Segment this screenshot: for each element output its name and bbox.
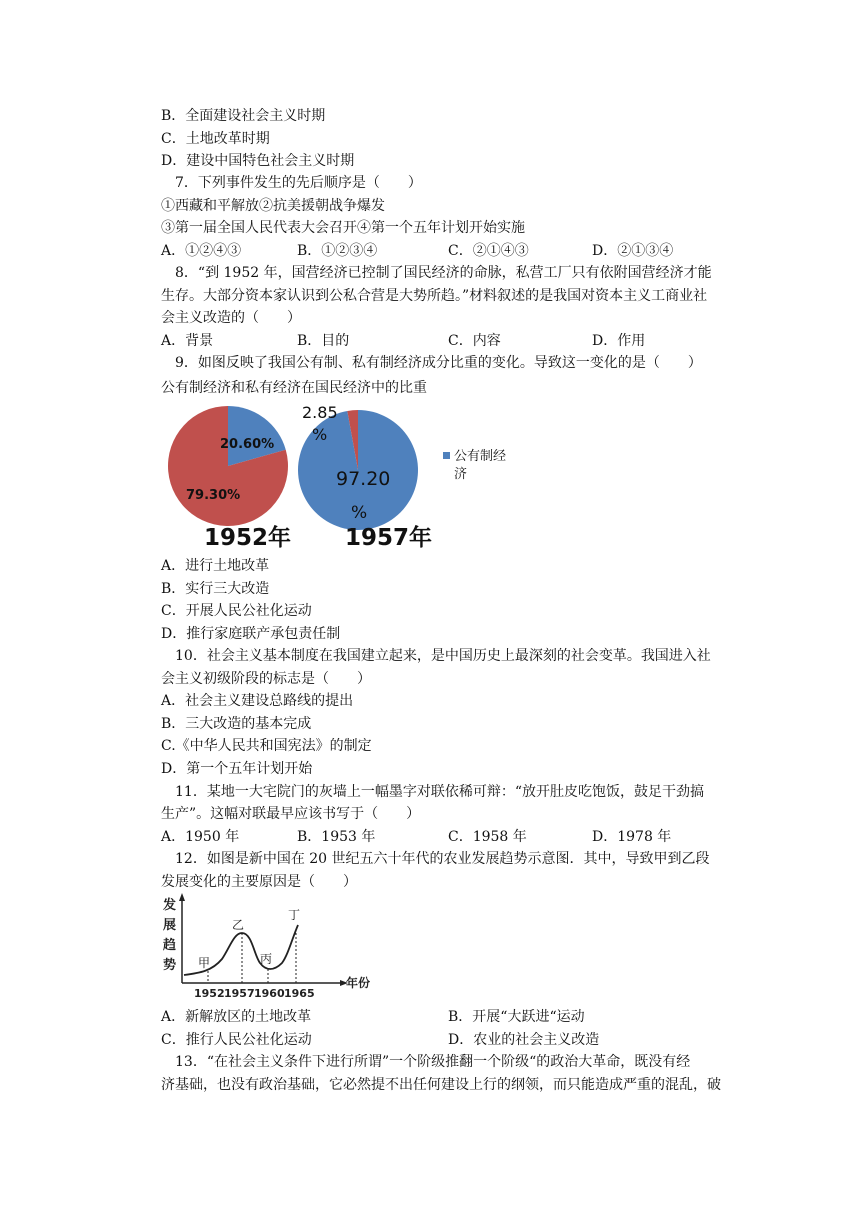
pie-1957-year-label: 1957年 [345, 525, 433, 550]
trend-tick-1965: 1965 [284, 987, 315, 1000]
trend-ylabel-3: 趋 [163, 938, 177, 953]
q8-stem-line1: 8．“到 1952 年，国营经济已控制了国民经济的命脉，私营工厂只有依附国营经济才能 [175, 265, 712, 281]
q6-option-c: C．土地改革时期 [161, 131, 270, 147]
q6-option-b: B．全面建设社会主义时期 [161, 108, 326, 124]
q9-stem: 9．如图反映了我国公有制、私有制经济成分比重的变化。导致这一变化的是（ ） [175, 355, 702, 371]
trend-ylabel-4: 势 [163, 958, 177, 973]
q13-stem-line2: 济基础，也没有政治基础，它必然提不出任何建设上行的纲领，而只能造成严重的混乱，破 [161, 1077, 721, 1093]
pie-1957-label-private-unit: % [312, 425, 328, 444]
q12-stem-line1: 12．如图是新中国在 20 世纪五六十年代的农业发展趋势示意图．其中，导致甲到乙段 [175, 851, 710, 867]
trend-ylabel-2: 展 [163, 918, 177, 933]
trend-xlabel: 年份 [346, 976, 371, 990]
legend-label-line1: 公有制经 [454, 449, 507, 464]
q11-option-c: C．1958 年 [448, 829, 527, 845]
q7-items-line1: ①西藏和平解放②抗美援朝战争爆发 [161, 198, 385, 214]
q8-stem-line3: 会主义改造的（ ） [161, 310, 301, 326]
q8-stem-line2: 生存。大部分资本家认识到公私合营是大势所趋。”材料叙述的是我国对资本主义工商业社 [161, 288, 708, 304]
q11-stem-line1: 11．某地一大宅院门的灰墙上一幅墨字对联依稀可辩：“放开肚皮吃饱饭，鼓足干劲搞 [175, 784, 704, 800]
pie-chart [160, 398, 540, 550]
pie-1952-label-public: 20.60% [220, 437, 275, 452]
pie-1957-label-public-unit: % [351, 503, 368, 523]
pie-1952-year-label: 1952年 [204, 525, 292, 550]
trend-ylabel-1: 发 [163, 898, 177, 913]
q9-option-c: C．开展人民公社化运动 [161, 603, 312, 619]
pie-1957-label-public-number: 97.20 [336, 468, 391, 490]
q8-option-c: C．内容 [448, 333, 501, 349]
q7-option-c: C．②①④③ [448, 243, 529, 259]
q12-option-b: B．开展“大跃进“运动 [448, 1009, 585, 1025]
q12-option-d: D．农业的社会主义改造 [448, 1032, 600, 1048]
q12-stem-line2: 发展变化的主要原因是（ ） [161, 874, 357, 890]
q11-stem-line2: 生产”。这幅对联最早应该书写于（ ） [161, 806, 421, 822]
trend-tick-1960: 1960 [254, 987, 285, 1000]
q12-option-a: A．新解放区的土地改革 [161, 1009, 312, 1025]
trend-tick-1952: 1952 [194, 987, 225, 1000]
q9-option-d: D．推行家庭联产承包责任制 [161, 626, 341, 642]
q10-option-d: D．第一个五年计划开始 [161, 761, 313, 777]
q10-stem-line1: 10．社会主义基本制度在我国建立起来，是中国历史上最深刻的社会变革。我国进入社 [175, 648, 711, 664]
trend-stage-bing: 丙 [260, 952, 273, 966]
trend-stage-yi: 乙 [232, 918, 245, 932]
q13-stem-line1: 13．“在社会主义条件下进行所谓”一个阶级推翻一个阶级“的政治大革命，既没有经 [175, 1054, 691, 1070]
trend-stage-jia: 甲 [198, 956, 211, 970]
legend-label-line2: 济 [454, 467, 468, 482]
q7-option-a: A．①②④③ [161, 243, 242, 259]
q12-option-c: C．推行人民公社化运动 [161, 1032, 312, 1048]
q9-option-a: A．进行土地改革 [161, 558, 270, 574]
legend-swatch [443, 452, 450, 459]
q7-option-b: B．①②③④ [297, 243, 378, 259]
q7-option-d: D．②①③④ [592, 243, 674, 259]
trend-chart [160, 893, 375, 1003]
q10-option-b: B．三大改造的基本完成 [161, 716, 312, 732]
q10-stem-line2: 会主义初级阶段的标志是（ ） [161, 671, 371, 687]
q11-option-a: A．1950 年 [161, 829, 240, 845]
q7-items-line2: ③第一届全国人民代表大会召开④第一个五年计划开始实施 [161, 220, 525, 236]
q10-option-a: A．社会主义建设总路线的提出 [161, 693, 354, 709]
pie-1957-label-private-number: 2.85 [302, 403, 338, 422]
q9-option-b: B．实行三大改造 [161, 581, 270, 597]
trend-stage-ding: 丁 [288, 908, 301, 922]
q8-option-b: B．目的 [297, 333, 350, 349]
q8-option-a: A．背景 [161, 333, 214, 349]
pie-chart-title: 公有制经济和私有经济在国民经济中的比重 [161, 380, 427, 396]
pie-1952-label-private: 79.30% [186, 488, 241, 503]
q10-option-c: C.《中华人民共和国宪法》的制定 [161, 738, 372, 754]
q7-stem: 7．下列事件发生的先后顺序是（ ） [175, 175, 422, 191]
q6-option-d: D．建设中国特色社会主义时期 [161, 153, 355, 169]
q8-option-d: D．作用 [592, 333, 646, 349]
trend-tick-1957: 1957 [224, 987, 255, 1000]
q11-option-b: B．1953 年 [297, 829, 376, 845]
q11-option-d: D．1978 年 [592, 829, 672, 845]
trend-y-arrow [179, 893, 185, 901]
